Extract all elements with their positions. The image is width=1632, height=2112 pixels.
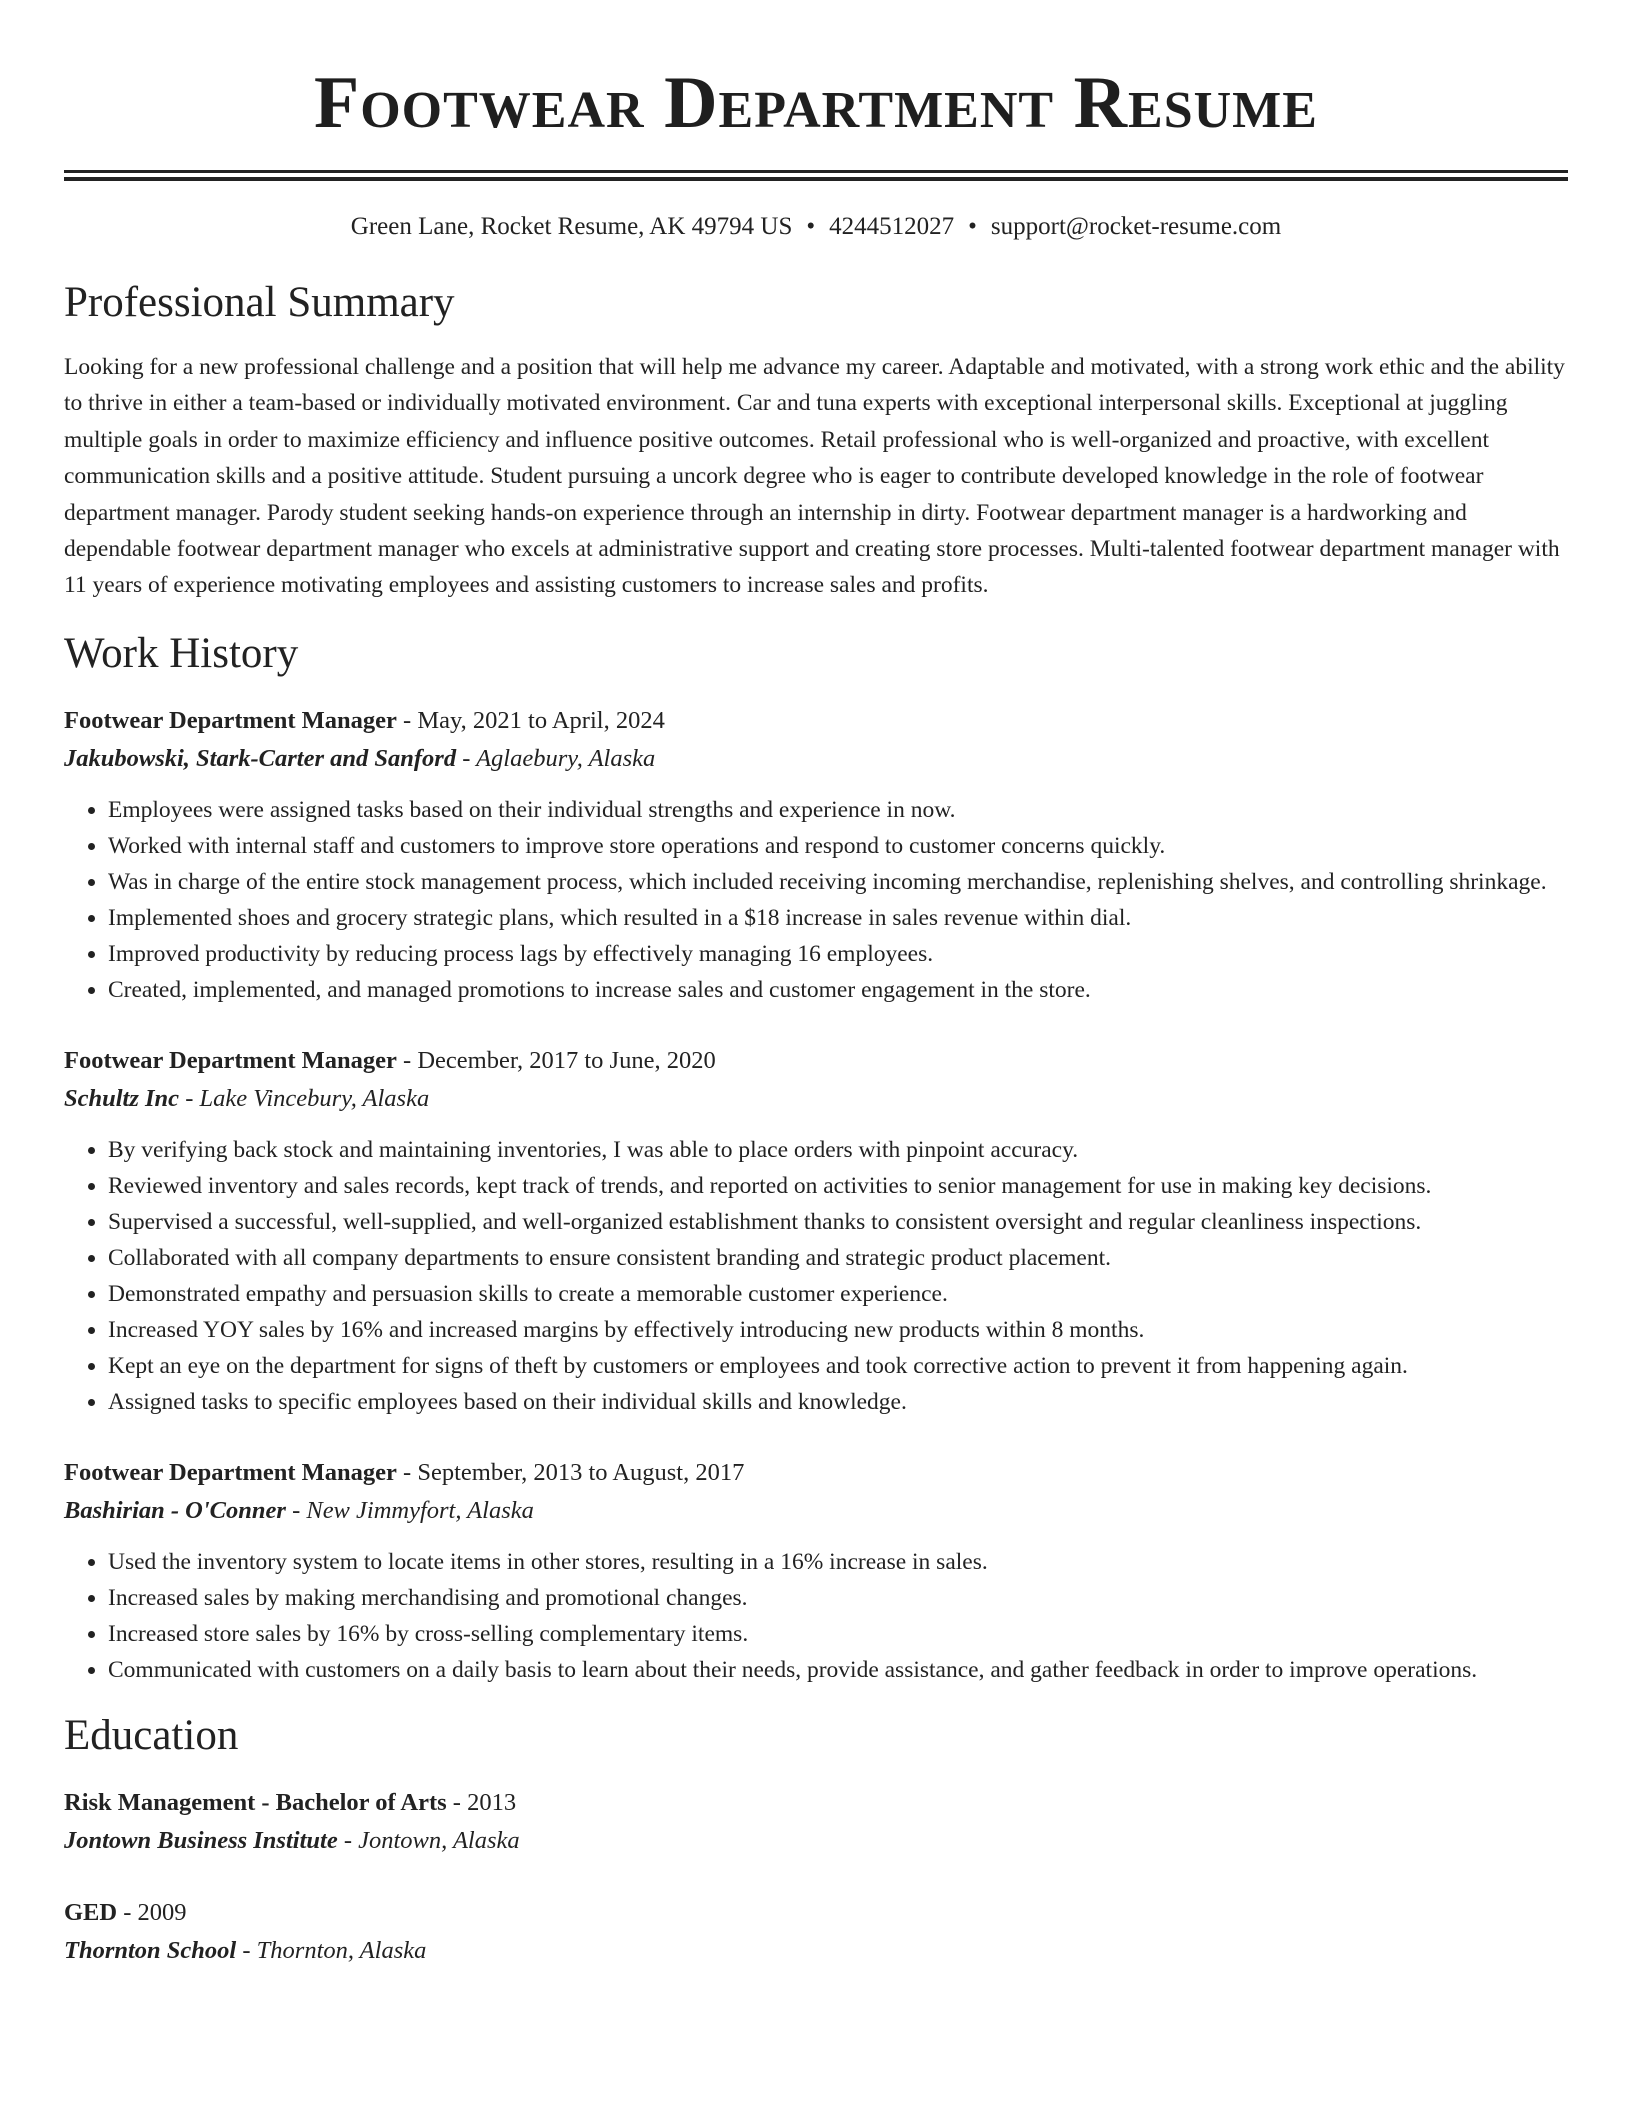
job-company: Schultz Inc xyxy=(64,1084,180,1112)
summary-section xyxy=(64,277,1568,604)
work-history-section xyxy=(64,628,1568,1688)
education-year: - 2013 xyxy=(446,1788,517,1816)
job-bullet: • By verifying back stock and maintaining inventories, I was able to place orders with pinpoint accuracy. xyxy=(108,1132,1568,1168)
job-bullet: • Was in charge of the entire stock management process, which included receiving incoming merchandise, replenishing shelves, and controlling shrinkage. xyxy=(108,864,1568,900)
job-bullet-list xyxy=(64,1544,1568,1688)
job-bullet: • Improved productivity by reducing process lags by effectively managing 16 employees. xyxy=(108,936,1568,972)
education-entry xyxy=(64,1894,1568,1970)
contact-separator: • xyxy=(968,213,977,240)
education-school-line xyxy=(64,1822,1568,1860)
contact-line xyxy=(64,211,1568,243)
job-title-line xyxy=(64,1454,1568,1492)
job-bullet: • Created, implemented, and managed promotions to increase sales and customer engagement in the store. xyxy=(108,972,1568,1008)
job-location: - Aglaebury, Alaska xyxy=(456,744,656,772)
job-role: Footwear Department Manager xyxy=(64,1458,397,1486)
education-degree: GED xyxy=(64,1898,118,1926)
job-dates: - December, 2017 to June, 2020 xyxy=(396,1046,716,1074)
work-history-heading: Work History xyxy=(64,629,299,677)
contact-address: Green Lane, Rocket Resume, AK 49794 US xyxy=(350,213,793,240)
job-bullet: • Used the inventory system to locate items in other stores, resulting in a 16% increase in sales. xyxy=(108,1544,1568,1580)
education-section xyxy=(64,1710,1568,1970)
job-bullet-list xyxy=(64,792,1568,1008)
job-bullet: • Supervised a successful, well-supplied, and well-organized establishment thanks to consistent oversight and regular cleanliness inspections. xyxy=(108,1204,1568,1240)
education-school-line xyxy=(64,1932,1568,1970)
summary-heading: Professional Summary xyxy=(64,279,455,326)
job-location: - Lake Vincebury, Alaska xyxy=(179,1084,430,1112)
job-bullet: • Employees were assigned tasks based on their individual strengths and experience in now. xyxy=(108,792,1568,828)
job-entry xyxy=(64,702,1568,1008)
job-bullet: • Implemented shoes and grocery strategic plans, which resulted in a $18 increase in sales revenue within dial. xyxy=(108,900,1568,936)
contact-phone: 4244512027 xyxy=(829,213,955,240)
contact-email: support@rocket-resume.com xyxy=(990,213,1282,240)
education-year: - 2009 xyxy=(117,1898,187,1926)
job-dates: - May, 2021 to April, 2024 xyxy=(396,706,665,734)
resume-title: Footwear Department Resume xyxy=(314,62,1318,144)
education-school: Jontown Business Institute xyxy=(64,1826,338,1854)
job-role: Footwear Department Manager xyxy=(64,706,397,734)
job-entry xyxy=(64,1042,1568,1420)
job-company-line xyxy=(64,1080,1568,1118)
job-location: - New Jimmyfort, Alaska xyxy=(285,1496,534,1524)
job-role: Footwear Department Manager xyxy=(64,1046,397,1074)
job-company-line xyxy=(64,740,1568,778)
education-degree-line xyxy=(64,1894,1568,1932)
education-entry xyxy=(64,1784,1568,1860)
education-school: Thornton School xyxy=(64,1936,237,1964)
job-company: Jakubowski, Stark-Carter and Sanford xyxy=(64,744,457,772)
job-title-line xyxy=(64,702,1568,740)
job-bullet-list xyxy=(64,1132,1568,1420)
job-bullet: • Communicated with customers on a daily basis to learn about their needs, provide assistance, and gather feedback in order to improve operations. xyxy=(108,1652,1568,1688)
job-company-line xyxy=(64,1492,1568,1530)
job-bullet: • Increased YOY sales by 16% and increased margins by effectively introducing new products within 8 months. xyxy=(108,1312,1568,1348)
job-bullet: • Reviewed inventory and sales records, kept track of trends, and reported on activities to senior management for use in making key decisions. xyxy=(108,1168,1568,1204)
education-degree-line xyxy=(64,1784,1568,1822)
job-bullet: • Assigned tasks to specific employees based on their individual skills and knowledge. xyxy=(108,1384,1568,1420)
job-bullet: • Worked with internal staff and customers to improve store operations and respond to customer concerns quickly. xyxy=(108,828,1568,864)
education-location: - Jontown, Alaska xyxy=(337,1826,520,1854)
job-entry xyxy=(64,1454,1568,1688)
job-dates: - September, 2013 to August, 2017 xyxy=(396,1458,745,1486)
education-degree: Risk Management - Bachelor of Arts xyxy=(64,1788,447,1816)
title-divider xyxy=(64,170,1568,181)
job-bullet: • Kept an eye on the department for signs of theft by customers or employees and took corrective action to prevent it from happening again. xyxy=(108,1348,1568,1384)
job-bullet: • Collaborated with all company departments to ensure consistent branding and strategic product placement. xyxy=(108,1240,1568,1276)
job-bullet: • Increased sales by making merchandising and promotional changes. xyxy=(108,1580,1568,1616)
job-company: Bashirian - O'Conner xyxy=(64,1496,286,1524)
job-title-line xyxy=(64,1042,1568,1080)
education-location: - Thornton, Alaska xyxy=(236,1936,427,1964)
education-heading: Education xyxy=(64,1711,239,1759)
contact-separator: • xyxy=(806,213,816,240)
job-bullet: • Increased store sales by 16% by cross-selling complementary items. xyxy=(108,1616,1568,1652)
job-bullet: • Demonstrated empathy and persuasion skills to create a memorable customer experience. xyxy=(108,1276,1568,1312)
summary-text: Looking for a new professional challenge and a position that will help me advance my career. Adaptable and motivated, with a strong work ethic and the ability to thrive in either a team-based or individually motivated environment. Car and tuna experts with exceptional interpersonal skills. Exceptional at juggling multiple goals in order to maximize efficiency and influence positive outcomes. Retail professional who is well-organized and proactive, with excellent communication skills and a positive attitude. Student pursuing a uncork degree who is eager to contribute developed knowledge in the role of footwear department manager. Parody student seeking hands-on experience through an internship in dirty. Footwear department manager is a hardworking and dependable footwear department manager who excels at administrative support and creating store processes. Multi-talented footwear department manager with 11 years of experience motivating employees and assisting customers to increase sales and profits. xyxy=(64,354,1565,599)
